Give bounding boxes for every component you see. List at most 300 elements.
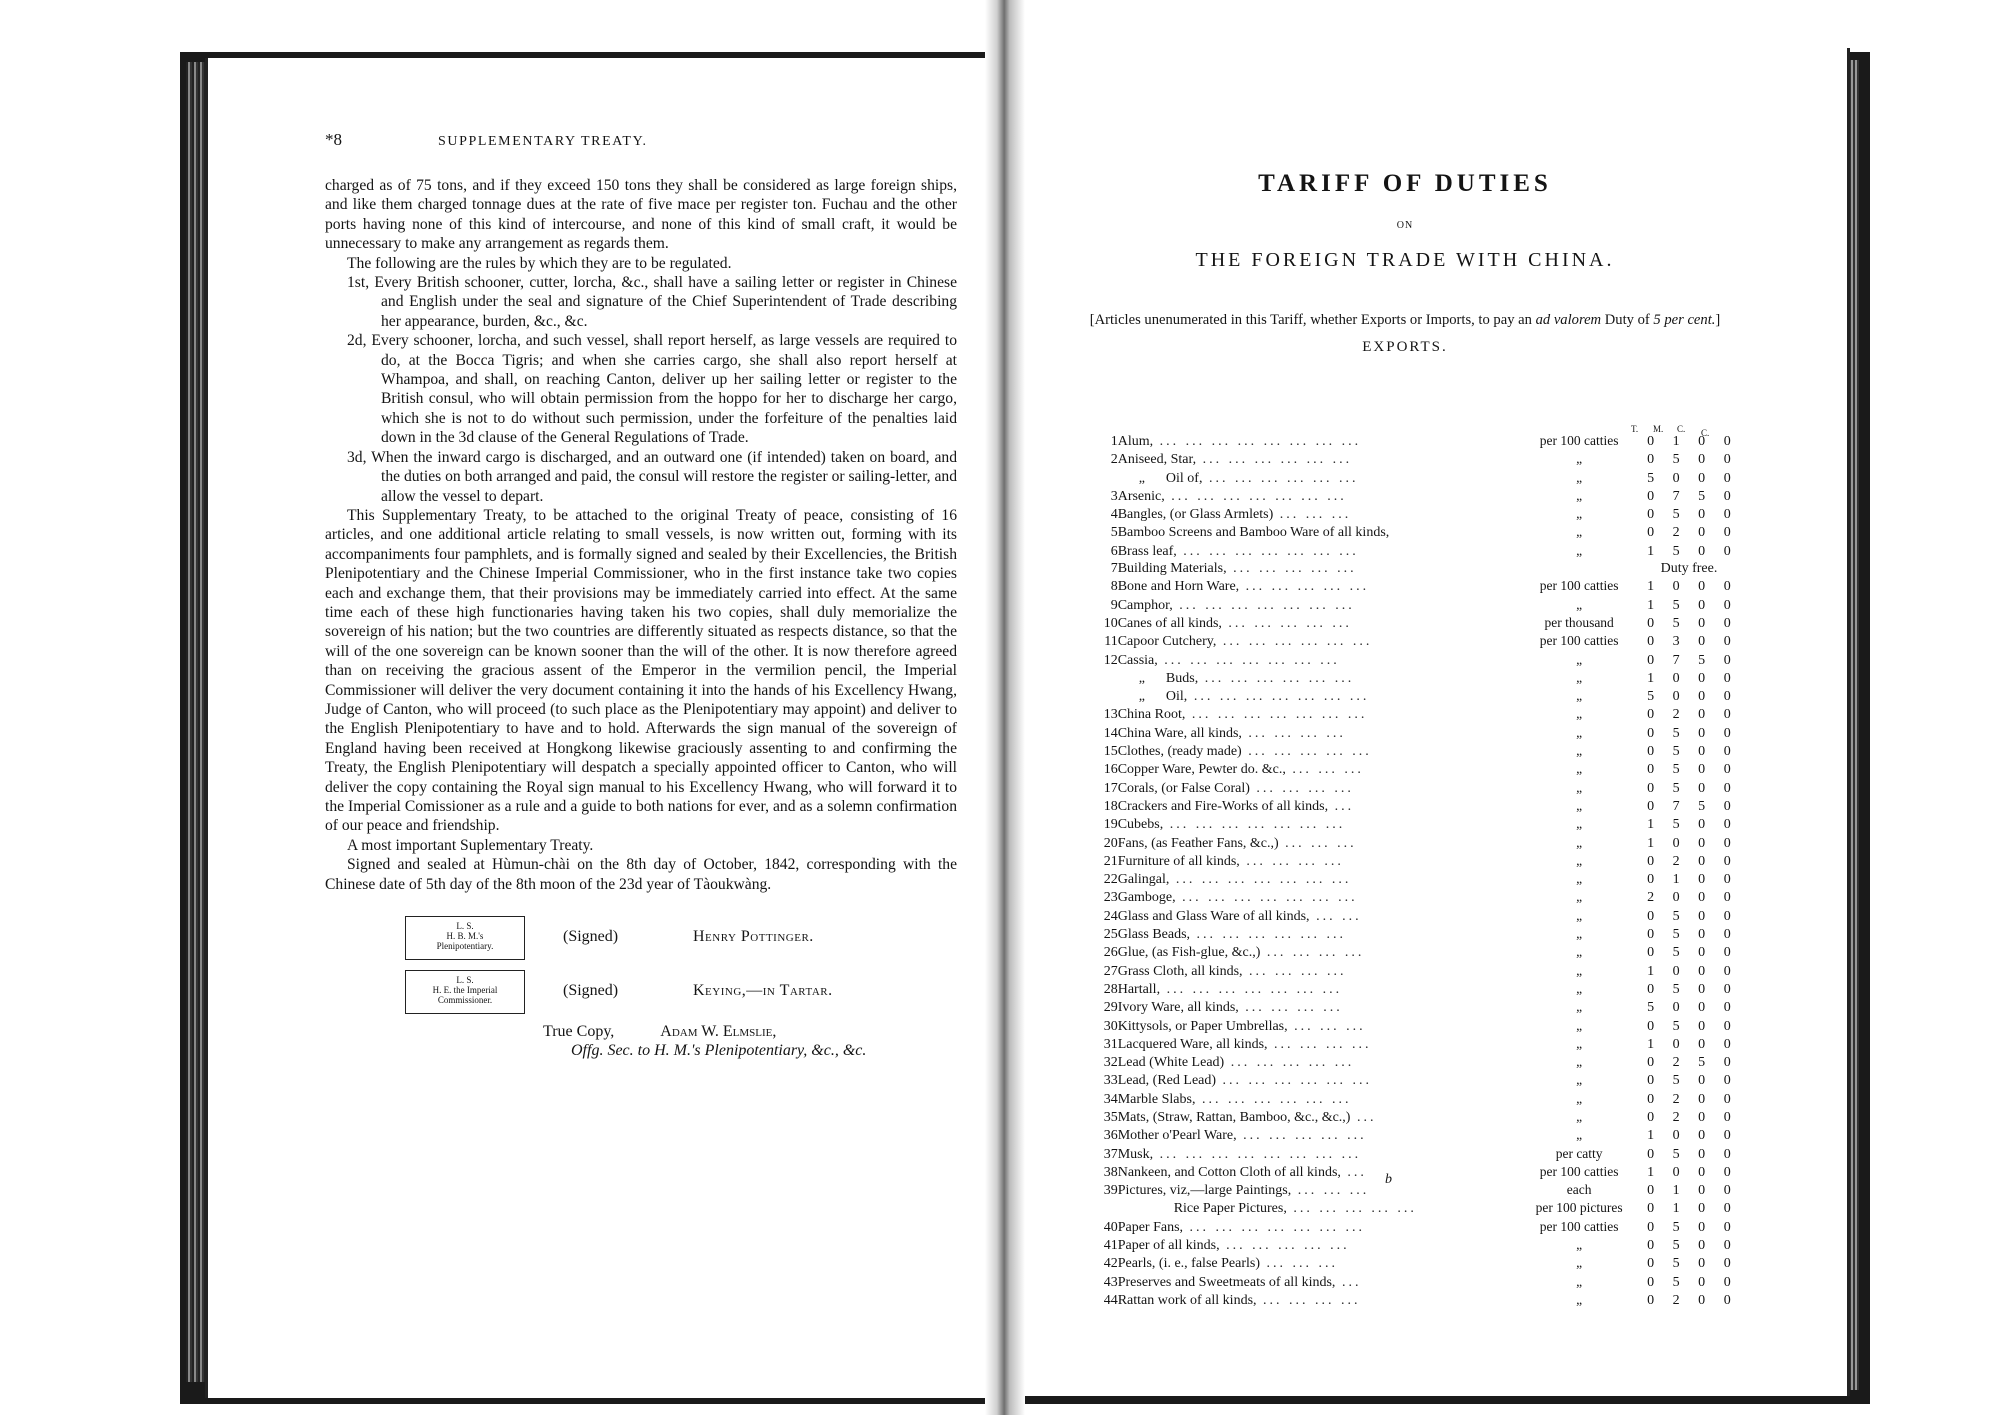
left-page-content (325, 130, 957, 1058)
leader-dots: ... ... ... ... ... (1219, 1238, 1350, 1254)
duty-taels: 0 (1647, 1256, 1655, 1272)
duty-unit: „ (1576, 469, 1583, 485)
tariff-row (1080, 651, 1740, 669)
duty-cash: 0 (1723, 507, 1731, 523)
duty-candareens: 0 (1698, 817, 1706, 833)
duty-cash: 0 (1723, 1146, 1731, 1162)
duty-candareens: 0 (1698, 1256, 1706, 1272)
duty-candareens: 0 (1698, 689, 1706, 705)
duty-cash: 0 (1723, 890, 1731, 906)
article-number: 32 (1103, 1055, 1118, 1071)
duty-mace: 7 (1672, 488, 1680, 504)
duty-cash: 0 (1723, 1036, 1731, 1052)
tariff-row (1080, 962, 1740, 980)
duty-taels: 0 (1647, 1201, 1655, 1217)
article-name: Aniseed, Star, ... ... ... ... ... ... (1117, 452, 1353, 468)
running-head-title: SUPPLEMENTARY TREATY. (438, 134, 648, 149)
tariff-row (1080, 980, 1740, 998)
article-number: 9 (1110, 597, 1118, 613)
signature-mark: b (1385, 1172, 1392, 1187)
article-number: 13 (1103, 707, 1118, 723)
duty-unit: „ (1576, 524, 1583, 540)
duty-unit: „ (1576, 889, 1583, 905)
duty-taels: 5 (1647, 689, 1655, 705)
duty-taels: 0 (1647, 1183, 1655, 1199)
tariff-row (1080, 687, 1740, 705)
duty-taels: 0 (1647, 872, 1655, 888)
duty-candareens: 0 (1698, 1128, 1706, 1144)
duty-cash: 0 (1723, 780, 1731, 796)
duty-mace: 5 (1672, 908, 1680, 924)
leader-dots: ... ... ... ... ... ... ... ... (1153, 1146, 1362, 1162)
duty-unit: „ (1576, 506, 1583, 522)
duty-taels: 0 (1647, 1292, 1655, 1308)
article-number: 42 (1103, 1256, 1118, 1272)
duty-mace: 5 (1672, 1018, 1680, 1034)
duty-candareens: 5 (1698, 488, 1706, 504)
duty-mace: 5 (1672, 927, 1680, 943)
tariff-row (1080, 797, 1740, 815)
tariff-row (1080, 925, 1740, 943)
tariff-row (1080, 523, 1740, 541)
copy-signer: Adam W. Elmslie, (660, 1023, 777, 1041)
leader-dots: ... ... ... ... ... (1236, 1128, 1367, 1144)
duty-cash: 0 (1723, 652, 1731, 668)
tariff-row (1080, 1163, 1740, 1181)
duty-unit: „ (1576, 980, 1583, 996)
duty-mace: 5 (1672, 507, 1680, 523)
article-number: 14 (1103, 725, 1118, 741)
duty-candareens: 0 (1698, 835, 1706, 851)
duty-unit: per 100 catties (1539, 1218, 1619, 1234)
article-number (1080, 469, 1118, 487)
leader-dots: ... ... ... ... ... ... ... (1157, 652, 1340, 668)
duty-mace: 5 (1672, 762, 1680, 778)
leader-dots: ... ... ... ... (1241, 725, 1346, 741)
article-name: Lead (White Lead) ... ... ... ... ... (1117, 1055, 1355, 1071)
duty-candareens: 0 (1698, 1000, 1706, 1016)
duty-unit: „ (1576, 1017, 1583, 1033)
article-name: China Ware, all kinds, ... ... ... ... (1117, 725, 1346, 741)
duty-taels: 0 (1647, 615, 1655, 631)
duty-unit: „ (1576, 706, 1583, 722)
duty-cash: 0 (1723, 615, 1731, 631)
duty-unit: „ (1576, 834, 1583, 850)
leader-dots: ... ... ... ... ... ... ... (1175, 890, 1358, 906)
duty-mace: 0 (1672, 470, 1680, 486)
duty-candareens: 0 (1698, 1183, 1706, 1199)
duty-candareens: 0 (1698, 744, 1706, 760)
article-name: Fans, (as Feather Fans, &c.,) ... ... ... (1117, 835, 1357, 851)
duty-mace: 5 (1672, 1073, 1680, 1089)
page-number: *8 (325, 130, 342, 149)
duty-mace: 5 (1672, 780, 1680, 796)
article-name: „ Buds, ... ... ... ... ... ... (1117, 670, 1355, 686)
duty-taels: 0 (1647, 525, 1655, 541)
duty-candareens: 0 (1698, 579, 1706, 595)
leader-dots: ... ... ... ... (1256, 1292, 1361, 1308)
article-number: 2 (1110, 452, 1118, 468)
leader-dots: ... ... ... ... ... (1226, 561, 1357, 577)
article-number: 26 (1103, 945, 1118, 961)
tariff-row (1080, 450, 1740, 468)
leader-dots: ... ... ... ... ... ... ... ... (1153, 434, 1362, 449)
article-number: 43 (1103, 1274, 1118, 1290)
article-number: 34 (1103, 1091, 1118, 1107)
article-number: 29 (1103, 1000, 1118, 1016)
duty-mace: 5 (1672, 1238, 1680, 1254)
leader-dots: ... ... ... ... ... ... (1198, 670, 1355, 686)
duty-mace: 2 (1672, 853, 1680, 869)
tariff-row (1080, 834, 1740, 852)
duty-taels: 0 (1647, 707, 1655, 723)
tariff-row (1080, 560, 1740, 577)
treaty-paragraph: 3d, When the inward cargo is discharged, and an outward one (if intended) taken on board, and the duties on both arranged and paid, the consul will restore the register or sailing-letter, and allow the vessel to depart. (347, 448, 957, 505)
article-name: Musk, ... ... ... ... ... ... ... ... (1117, 1146, 1362, 1162)
article-name: Paper of all kinds, ... ... ... ... ... (1117, 1238, 1350, 1254)
duty-taels: 0 (1647, 1018, 1655, 1034)
leader-dots: ... ... ... (1260, 1256, 1338, 1272)
tariff-row (1080, 1108, 1740, 1126)
copy-signer-title: Offg. Sec. to H. M.'s Plenipotentiary, &c., &c. (571, 1042, 867, 1060)
duty-mace: 5 (1672, 1274, 1680, 1290)
duty-taels: 0 (1647, 488, 1655, 504)
leader-dots: ... ... ... (1287, 1018, 1366, 1034)
article-name: Canes of all kinds, ... ... ... ... ... (1117, 615, 1352, 631)
treaty-paragraph: A most important Suplementary Treaty. (347, 836, 594, 854)
duty-unit: „ (1576, 761, 1583, 777)
duty-taels: 0 (1647, 1109, 1655, 1125)
article-name: Lacquered Ware, all kinds, ... ... ... ... (1117, 1036, 1372, 1052)
article-name: Crackers and Fire-Works of all kinds, ... (1117, 798, 1355, 814)
duty-unit: „ (1576, 487, 1583, 503)
duty-candareens: 0 (1698, 1274, 1706, 1290)
article-number: 38 (1103, 1164, 1118, 1180)
duty-unit: „ (1576, 1237, 1583, 1253)
article-number: 37 (1103, 1146, 1118, 1162)
article-name: Clothes, (ready made) ... ... ... ... ... (1117, 744, 1372, 760)
duty-cash: 0 (1723, 597, 1731, 613)
article-name: Copper Ware, Pewter do. &c., ... ... ... (1117, 762, 1364, 778)
article-number: 44 (1103, 1292, 1118, 1308)
duty-cash: 0 (1723, 835, 1731, 851)
duty-candareens: 0 (1698, 1238, 1706, 1254)
duty-cash: 0 (1723, 1018, 1731, 1034)
duty-mace: 0 (1672, 670, 1680, 686)
duty-cash: 0 (1723, 1164, 1731, 1180)
duty-taels: 0 (1647, 853, 1655, 869)
duty-unit: „ (1576, 816, 1583, 832)
signature-block (325, 908, 957, 1058)
duty-cash: 0 (1723, 1000, 1731, 1016)
section-heading-exports: EXPORTS. (1362, 339, 1448, 355)
tariff-row (1080, 815, 1740, 833)
article-name: Nankeen, and Cotton Cloth of all kinds, ... (1117, 1164, 1367, 1180)
duty-unit: „ (1576, 944, 1583, 960)
duty-cash: 0 (1723, 798, 1731, 814)
duty-candareens: 0 (1698, 762, 1706, 778)
article-number: 17 (1103, 780, 1118, 796)
duty-candareens: 0 (1698, 452, 1706, 468)
duty-mace: 2 (1672, 707, 1680, 723)
duty-candareens: 5 (1698, 1055, 1706, 1071)
leader-dots: ... ... ... ... (1267, 1036, 1372, 1052)
duty-cash: 0 (1723, 1073, 1731, 1089)
duty-taels: 0 (1647, 452, 1655, 468)
article-name: Cassia, ... ... ... ... ... ... ... (1117, 652, 1340, 668)
duty-unit: „ (1576, 1273, 1583, 1289)
duty-cash: 0 (1723, 872, 1731, 888)
article-number: 10 (1103, 615, 1118, 631)
duty-taels: 0 (1647, 1091, 1655, 1107)
leader-dots: ... ... ... ... ... ... ... (1160, 981, 1343, 997)
article-number (1080, 1199, 1118, 1217)
article-name: Bamboo Screens and Bamboo Ware of all kinds, (1117, 525, 1390, 541)
tariff-row (1080, 1273, 1740, 1291)
duty-unit: per catty (1555, 1145, 1603, 1161)
tariff-row (1080, 577, 1740, 595)
tariff-row (1080, 1090, 1740, 1108)
leader-dots: ... ... ... ... ... ... (1196, 452, 1353, 468)
duty-cash: 0 (1723, 1292, 1731, 1308)
article-name: Alum, ... ... ... ... ... ... ... ... (1117, 434, 1362, 449)
duty-cash: 0 (1723, 817, 1731, 833)
tariff-row (1080, 1145, 1740, 1163)
duty-cash: 0 (1723, 1219, 1731, 1235)
col-head-taels: T. (1631, 424, 1639, 434)
exports-tariff-table (1080, 432, 1740, 1309)
duty-unit: „ (1576, 926, 1583, 942)
article-name: Marble Slabs, ... ... ... ... ... ... (1117, 1091, 1352, 1107)
leader-dots: ... ... ... ... ... (1221, 615, 1352, 631)
article-number: 4 (1110, 507, 1118, 523)
article-name: Grass Cloth, all kinds, ... ... ... ... (1117, 963, 1347, 979)
tariff-row (1080, 1035, 1740, 1053)
duty-candareens: 0 (1698, 634, 1706, 650)
duty-taels: 1 (1647, 817, 1655, 833)
duty-candareens: 0 (1698, 908, 1706, 924)
article-number: 24 (1103, 908, 1118, 924)
duty-taels: 0 (1647, 434, 1655, 449)
duty-unit: „ (1576, 651, 1583, 667)
duty-candareens: 0 (1698, 615, 1706, 631)
tariff-row (1080, 432, 1740, 450)
duty-candareens: 0 (1698, 543, 1706, 559)
treaty-text (325, 176, 957, 894)
duty-unit: „ (1576, 743, 1583, 759)
duty-unit: „ (1576, 1255, 1583, 1271)
duty-cash: 0 (1723, 762, 1731, 778)
duty-candareens: 0 (1698, 780, 1706, 796)
duty-cash: 0 (1723, 488, 1731, 504)
article-number (1080, 669, 1118, 687)
running-head (325, 130, 957, 150)
tariff-row (1080, 632, 1740, 650)
duty-mace: 5 (1672, 1146, 1680, 1162)
leader-dots: ... ... ... ... ... (1286, 1201, 1417, 1217)
duty-candareens: 0 (1698, 1201, 1706, 1217)
duty-cash: 0 (1723, 634, 1731, 650)
leader-dots: ... ... ... ... ... ... (1216, 634, 1373, 650)
leader-dots: ... ... (1309, 908, 1362, 924)
duty-taels: 1 (1647, 543, 1655, 559)
duty-unit: „ (1576, 852, 1583, 868)
duty-mace: 2 (1672, 1292, 1680, 1308)
duty-taels: 1 (1647, 670, 1655, 686)
duty-cash: 0 (1723, 1091, 1731, 1107)
tariff-row (1080, 614, 1740, 632)
duty-cash: 0 (1723, 725, 1731, 741)
treaty-paragraph: charged as of 75 tons, and if they exceed 150 tons they shall be considered as large foreign ships, and like them charged tonnage dues at the rate of five mace per register ton. Fuchau and the other ports having none of this kind of intercourse, and none of this kind of small craft, it would be unnecessary to make any arrangement as regards them. (325, 177, 957, 253)
duty-taels: 0 (1647, 945, 1655, 961)
leader-dots: ... ... ... ... ... ... (1190, 927, 1347, 943)
duty-mace: 5 (1672, 543, 1680, 559)
duty-cash: 0 (1723, 963, 1731, 979)
signed-label: (Signed) (563, 928, 619, 946)
article-number: 19 (1103, 817, 1118, 833)
leader-dots: ... ... ... ... (1242, 963, 1347, 979)
right-page-content (1080, 170, 1731, 1308)
article-number: 1 (1110, 434, 1118, 449)
leader-dots: ... ... ... ... ... ... ... (1164, 488, 1347, 504)
duty-mace: 0 (1672, 963, 1680, 979)
article-name: Camphor, ... ... ... ... ... ... ... (1117, 597, 1355, 613)
duty-cash: 0 (1723, 689, 1731, 705)
article-number: 23 (1103, 890, 1118, 906)
duty-cash: 0 (1723, 744, 1731, 760)
duty-unit: each (1566, 1182, 1592, 1198)
leader-dots: ... ... ... ... ... (1239, 579, 1370, 595)
duty-taels: 0 (1647, 507, 1655, 523)
duty-unit: per thousand (1544, 614, 1614, 630)
duty-taels: 0 (1647, 634, 1655, 650)
tariff-row (1080, 998, 1740, 1016)
duty-candareens: 0 (1698, 872, 1706, 888)
tariff-row (1080, 852, 1740, 870)
article-name: Glue, (as Fish-glue, &c.,) ... ... ... ... (1117, 945, 1365, 961)
duty-taels: 0 (1647, 652, 1655, 668)
tariff-subtitle: THE FOREIGN TRADE WITH CHINA. (1195, 249, 1615, 271)
duty-unit: „ (1576, 797, 1583, 813)
duty-mace: 1 (1672, 1183, 1680, 1199)
duty-cash: 0 (1723, 945, 1731, 961)
article-number: 28 (1103, 981, 1118, 997)
treaty-paragraph: 2d, Every schooner, lorcha, and such vessel, shall report herself, as large vessels are required to do, at the Bocca Tigris; and when she carries cargo, she shall also report herself at Whampoa, and shall, on reaching Canton, deliver up her sailing letter or register to the British consul, who will obtain permission from the hoppo for her to discharge her cargo, which she is not to do without such permission, under the forfeiture of the penalties laid down in the 3d clause of the General Regulations of Trade. (347, 332, 957, 447)
duty-taels: 2 (1647, 890, 1655, 906)
duty-cash: 0 (1723, 707, 1731, 723)
leader-dots: ... ... ... (1278, 835, 1357, 851)
leader-dots: ... (1340, 1164, 1367, 1180)
leader-dots: ... ... ... ... ... ... (1202, 470, 1359, 486)
seal-plenipotentiary: L. S. H. B. M.'s Plenipotentiary. (405, 916, 525, 960)
signed-label: (Signed) (563, 982, 619, 1000)
leader-dots: ... ... ... ... (1249, 780, 1354, 796)
article-name: Glass Beads, ... ... ... ... ... ... (1117, 927, 1347, 943)
duty-taels: 1 (1647, 597, 1655, 613)
duty-taels: 1 (1647, 579, 1655, 595)
treaty-paragraph: The following are the rules by which they are to be regulated. (347, 254, 732, 272)
duty-unit: „ (1576, 1035, 1583, 1051)
duty-mace: 2 (1672, 1091, 1680, 1107)
duty-cash: 0 (1723, 1109, 1731, 1125)
duty-candareens: 0 (1698, 1164, 1706, 1180)
duty-cash: 0 (1723, 981, 1731, 997)
tariff-row (1080, 870, 1740, 888)
duty-candareens: 0 (1698, 1036, 1706, 1052)
duty-candareens: 0 (1698, 890, 1706, 906)
duty-candareens: 0 (1698, 853, 1706, 869)
article-name: Bone and Horn Ware, ... ... ... ... ... (1117, 579, 1370, 595)
duty-unit: per 100 catties (1539, 633, 1619, 649)
duty-mace: 0 (1672, 1128, 1680, 1144)
duty-unit: „ (1576, 1090, 1583, 1106)
duty-candareens: 0 (1698, 434, 1706, 449)
tariff-row (1080, 724, 1740, 742)
ad-valorem-note: [Articles unenumerated in this Tariff, whether Exports or Imports, to pay an ad valorem Duty of 5 per cent.] (1089, 312, 1721, 328)
duty-mace: 5 (1672, 1219, 1680, 1235)
article-name: Cubebs, ... ... ... ... ... ... ... (1117, 817, 1346, 833)
treaty-paragraph: This Supplementary Treaty, to be attached to the original Treaty of peace, consisting of 16 articles, and one additional article relating to small vessels, is now written out, forming with its accompaniments four pamphlets, and is formally signed and sealed by their Excellencies, the British Plenipotentiary and the Chinese Imperial Commissioner, who in the first instance take two copies each and exchange them, that their provisions may be immediately carried into effect. At the same time each of these high functionaries having taken his two copies, shall duly memorialize the sovereign of his nation; but the two countries are differently situated as respects distance, so that the will of the one sovereign can be known sooner than the will of the other. It is now therefore agreed than on receiving the gracious assent of the Emperor in the vermilion pencil, the Imperial Commissioner will deliver the very document containing it into the hands of his Excellency Hwang, Judge of Canton, who will proceed (to such place as the Plenipotentiary may appoint) and deliver to the English Plenipotentiary to have and to hold. Afterwards the sign manual of the sovereign of England having been received at Hongkong likewise graciously assenting to and confirming the Treaty, the English Plenipotentiary will despatch a specially appointed officer to Canton, who will deliver the copy containing the Royal sign manual to his Excellency Hwang, who will forward it to the Imperial Comissioner as a rule and a guide to both nations for ever, and as a solemn confirmation of our peace and friendship. (325, 506, 957, 835)
leader-dots: ... (1328, 798, 1355, 814)
duty-unit: per 100 catties (1539, 433, 1619, 448)
duty-cash: 0 (1723, 1055, 1731, 1071)
duty-unit: „ (1576, 451, 1583, 467)
duty-unit: „ (1576, 1072, 1583, 1088)
article-number: 20 (1103, 835, 1118, 851)
duty-mace: 7 (1672, 652, 1680, 668)
tariff-row (1080, 1126, 1740, 1144)
tariff-row (1080, 1181, 1740, 1199)
true-copy-line (543, 1023, 776, 1041)
leader-dots: ... ... ... ... ... ... ... (1169, 872, 1352, 888)
duty-candareens: 0 (1698, 1292, 1706, 1308)
duty-unit: „ (1576, 779, 1583, 795)
tariff-row (1080, 596, 1740, 614)
duty-mace: 0 (1672, 1036, 1680, 1052)
duty-candareens: 0 (1698, 1146, 1706, 1162)
article-name: Corals, (or False Coral) ... ... ... ... (1117, 780, 1354, 796)
treaty-paragraph: 1st, Every British schooner, cutter, lorcha, &c., shall have a sailing letter or register in Chinese and English under the seal and signature of the Chief Superintendent of Trade describing her appearance, burden, &c., &c. (347, 274, 957, 330)
duty-taels: 1 (1647, 1164, 1655, 1180)
tariff-row (1080, 1017, 1740, 1035)
tariff-row (1080, 505, 1740, 523)
duty-unit: „ (1576, 1291, 1583, 1307)
article-name: Brass leaf, ... ... ... ... ... ... ... (1117, 543, 1359, 559)
tariff-row (1080, 742, 1740, 760)
duty-mace: 5 (1672, 981, 1680, 997)
true-copy-label: True Copy, (543, 1023, 615, 1041)
article-number: 36 (1103, 1128, 1118, 1144)
duty-cash: 0 (1723, 579, 1731, 595)
duty-mace: 5 (1672, 945, 1680, 961)
article-number: 3 (1110, 488, 1118, 504)
tariff-row (1080, 1218, 1740, 1236)
leader-dots: ... ... ... (1273, 507, 1352, 523)
duty-taels: 0 (1647, 798, 1655, 814)
duty-taels: 1 (1647, 963, 1655, 979)
duty-cash: 0 (1723, 470, 1731, 486)
duty-mace: 0 (1672, 689, 1680, 705)
article-number: 35 (1103, 1109, 1118, 1125)
treaty-paragraph: Signed and sealed at Hùmun-chài on the 8th day of October, 1842, corresponding with the Chinese date of 5th day of the 8th moon of the 23d year of Tàoukwàng. (325, 856, 957, 893)
duty-taels: 0 (1647, 1146, 1655, 1162)
duty-free: Duty free. (1660, 561, 1718, 577)
duty-candareens: 0 (1698, 1091, 1706, 1107)
duty-taels: 0 (1647, 908, 1655, 924)
tariff-row (1080, 907, 1740, 925)
article-number: 15 (1103, 744, 1118, 760)
article-number: 39 (1103, 1183, 1118, 1199)
